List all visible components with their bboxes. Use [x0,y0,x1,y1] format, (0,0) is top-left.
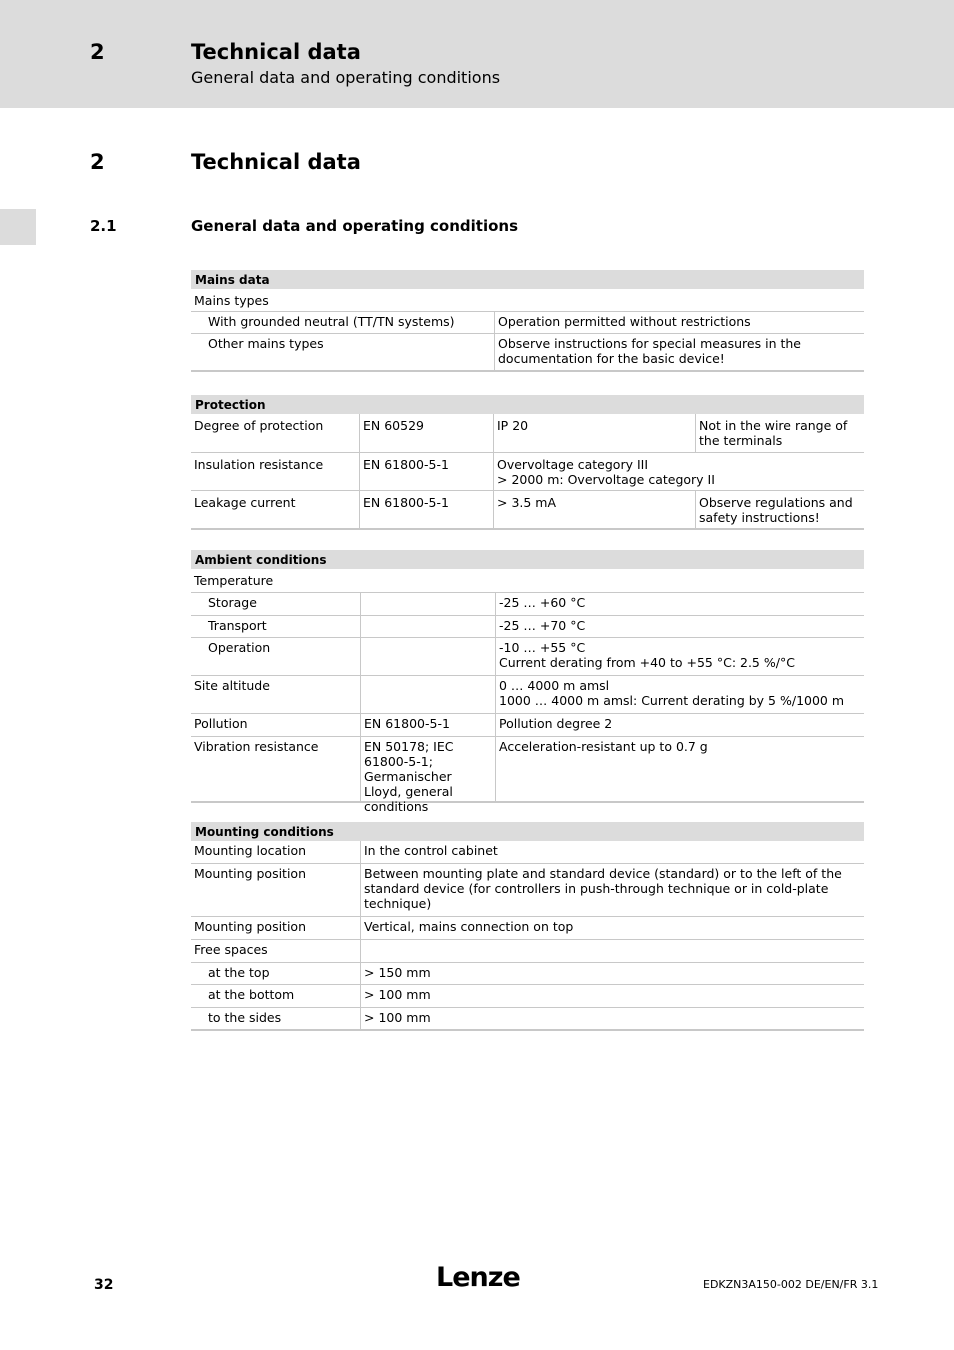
row-value: IP 20 [493,414,695,452]
row-value: In the control cabinet [360,841,864,863]
row-value [360,940,864,962]
table-row [191,616,864,638]
heading2-number: 2.1 [90,217,117,235]
row-label: Leakage current [194,495,296,510]
table-row [191,312,864,334]
row-standard [360,638,495,675]
row-standard [360,676,495,713]
row-value: Observe instructions for special measures in the documentation for the basic device! [494,334,864,370]
table-row [191,985,864,1008]
table-row [191,841,864,864]
page-number: 32 [94,1277,114,1293]
row-label: Site altitude [194,678,270,693]
row-label: to the sides [208,1010,282,1025]
running-header [0,0,954,108]
row-label: Pollution [194,716,248,731]
table-row [191,569,864,593]
row-label: Temperature [194,573,274,588]
row-value: Pollution degree 2 [495,714,864,736]
row-value: Acceleration-resistant up to 0.7 g [495,737,864,801]
row-label: Mounting position [194,919,306,934]
row-standard [360,593,495,615]
row-label: Vibration resistance [194,739,319,754]
mains-data-table [191,270,864,372]
table-row [191,638,864,676]
row-value: Operation permitted without restrictions [494,312,864,333]
heading1-number: 2 [90,150,105,174]
row-label: Transport [208,618,267,633]
row-label: at the top [208,965,270,980]
row-standard: EN 61800-5-1 [359,491,493,528]
row-note: Observe regulations and safety instructions! [695,491,864,528]
row-value: -10 … +55 °C Current derating from +40 to +55 °C: 2.5 %/°C [495,638,864,675]
table-row [191,676,864,714]
row-label: at the bottom [208,987,295,1002]
row-value: > 100 mm [360,1008,864,1029]
section-header-mains: Mains data [191,270,864,289]
table-row [191,737,864,814]
document-id: EDKZN3A150-002 DE/EN/FR 3.1 [703,1278,879,1291]
table-row [191,963,864,985]
row-label: Mounting location [194,843,307,858]
row-standard: EN 50178; IEC 61800-5-1; Germanischer Lloyd, general conditions [360,737,495,801]
table-row [191,593,864,616]
section-header-mounting: Mounting conditions [191,822,864,841]
protection-table [191,395,864,530]
table-row [191,491,864,530]
row-value: Overvoltage category III > 2000 m: Overvoltage category II [493,453,864,490]
table-row [191,917,864,940]
section-header-ambient: Ambient conditions [191,550,864,569]
row-value: -25 … +70 °C [495,616,864,637]
row-value: > 150 mm [360,963,864,984]
table-row [191,453,864,491]
row-standard: EN 60529 [359,414,493,452]
heading1-title: Technical data [191,150,361,174]
row-label: Storage [208,595,257,610]
row-label: Insulation resistance [194,457,324,472]
row-value: > 3.5 mA [493,491,695,528]
ambient-conditions-table [191,550,864,814]
row-label: Mounting position [194,866,306,881]
table-row [191,1008,864,1031]
mounting-conditions-table [191,822,864,1031]
row-label: Other mains types [208,336,324,351]
row-value: -25 … +60 °C [495,593,864,615]
lenze-logo: Lenze [436,1262,520,1293]
table-row [191,334,864,372]
row-value: Between mounting plate and standard device (standard) or to the left of the standard device (for controllers in push-through technique or in cold-plate technique) [360,864,864,916]
row-standard [360,616,495,637]
row-standard: EN 61800-5-1 [360,714,495,736]
row-value: > 100 mm [360,985,864,1007]
row-value: 0 … 4000 m amsl 1000 … 4000 m amsl: Current derating by 5 %/1000 m [495,676,864,713]
table-row [191,940,864,963]
section-header-protection: Protection [191,395,864,414]
row-note: Not in the wire range of the terminals [695,414,864,452]
row-value: Vertical, mains connection on top [360,917,864,939]
row-label: Operation [208,640,271,655]
header-chapter-number: 2 [90,40,105,64]
row-label: Degree of protection [194,418,324,433]
heading2-title: General data and operating conditions [191,217,519,235]
table-row [191,414,864,453]
table-row [191,864,864,917]
chapter-tab-marker [0,209,36,245]
row-label: With grounded neutral (TT/TN systems) [208,314,455,329]
header-subtitle: General data and operating conditions [191,68,501,87]
row-label: Free spaces [194,942,268,957]
table-row [191,289,864,312]
row-standard: EN 61800-5-1 [359,453,493,490]
row-label: Mains types [194,293,269,308]
header-chapter-title: Technical data [191,40,361,64]
table-row [191,714,864,737]
